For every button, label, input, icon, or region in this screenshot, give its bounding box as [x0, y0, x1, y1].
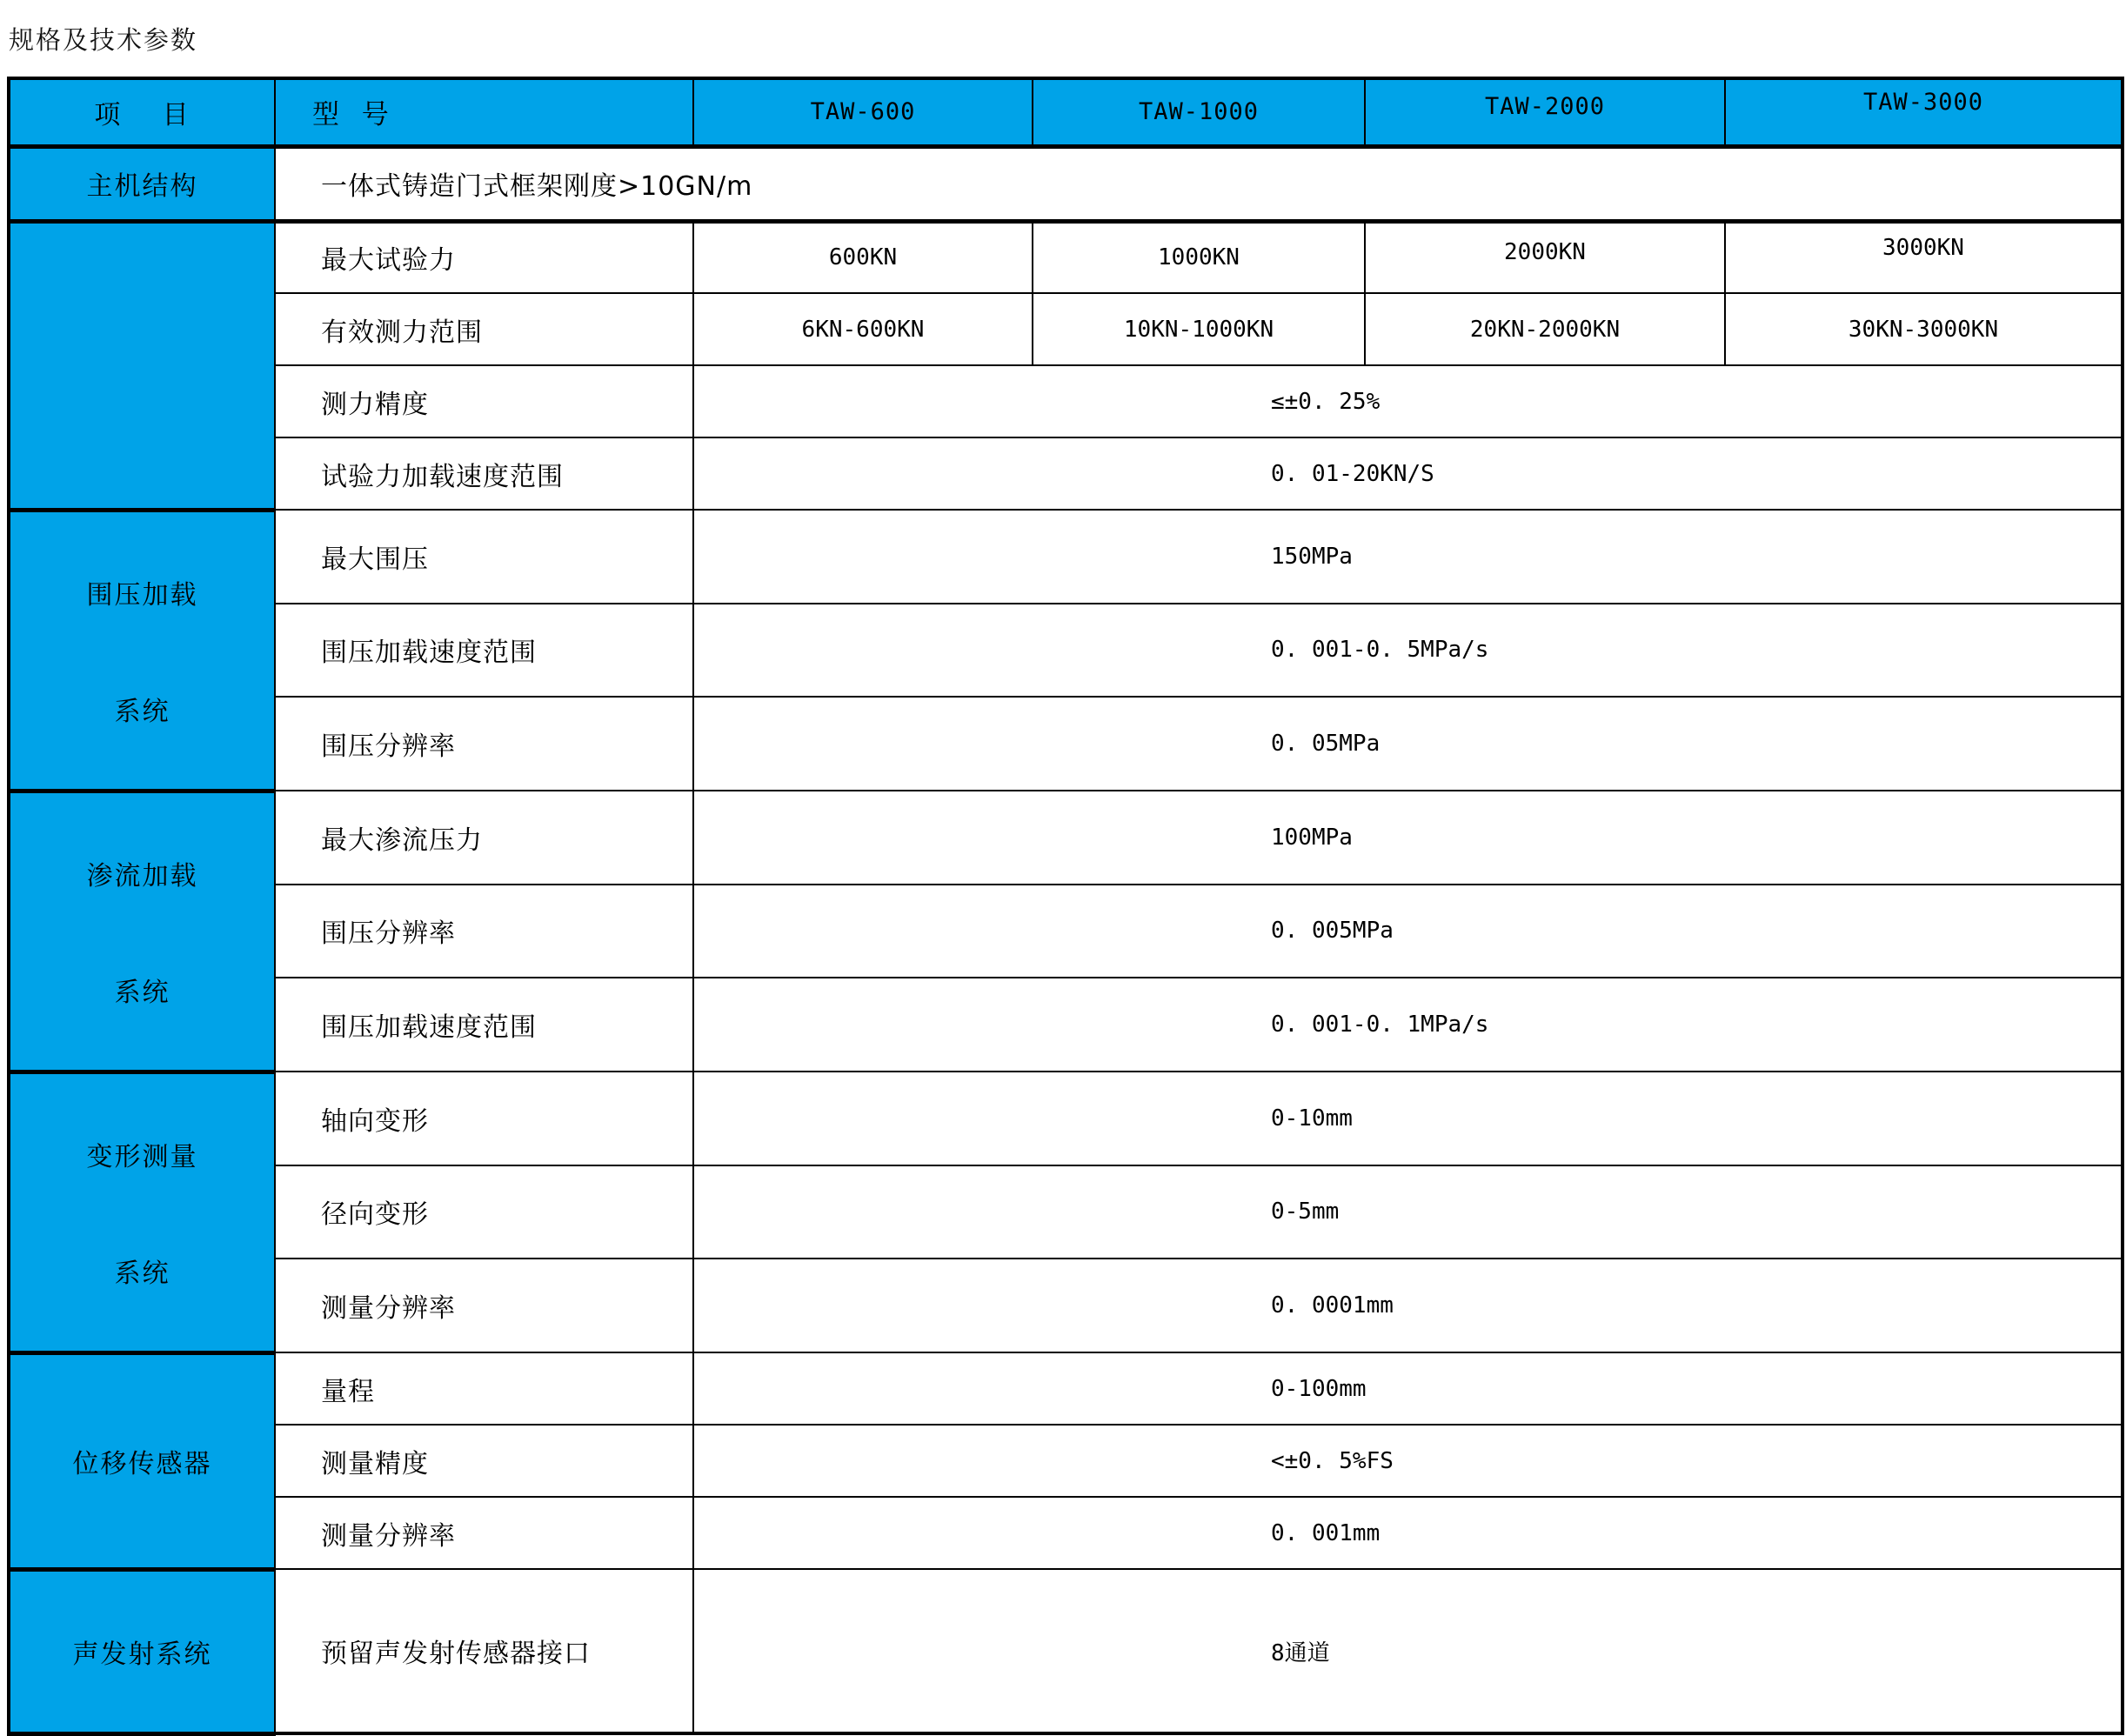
group-cell-displacement-sensor [9, 1352, 275, 1569]
group-label-line: 声发射系统 [72, 1639, 212, 1670]
param-cell-force-accuracy: 测力精度 [275, 365, 693, 437]
param-cell: 测量分辨率 [275, 1497, 693, 1569]
row-force-range [9, 293, 2123, 365]
row-max-test-force [9, 221, 2123, 293]
group-cell-confining-pressure [9, 510, 275, 791]
group-cell-seepage [9, 791, 275, 1072]
value-cell [1725, 221, 2123, 293]
row-group4-0 [9, 1569, 2123, 1733]
group-label-line: 变形测量 [86, 1141, 198, 1172]
main-structure-row [9, 146, 2123, 221]
row-loading-speed [9, 437, 2123, 510]
header-row [9, 78, 2123, 146]
param-cell: 测量精度 [275, 1425, 693, 1497]
spec-table [7, 77, 2124, 1736]
group-label-line: 渗流加载 [86, 860, 198, 891]
value-cell-merged: 0. 01-20KN/S [693, 437, 2123, 510]
row-group3-0 [9, 1352, 2123, 1425]
param-cell: 围压分辨率 [275, 885, 693, 978]
model-label: TAW-1000 [1138, 98, 1260, 126]
param-cell: 径向变形 [275, 1165, 693, 1259]
param-cell: 测量分辨率 [275, 1259, 693, 1352]
row-group1-0 [9, 791, 2123, 885]
value-cell-merged: 100MPa [693, 791, 2123, 885]
param-cell: 围压加载速度范围 [275, 604, 693, 698]
row-force-accuracy [9, 365, 2123, 437]
group-label-line: 系统 [114, 977, 170, 1008]
value-cell-merged: 0. 001-0. 5MPa/s [693, 604, 2123, 698]
header-cell-taw-2000 [1365, 78, 1725, 146]
group-cell-main-structure: 主机结构 [9, 146, 275, 221]
param-cell-loading-speed: 试验力加载速度范围 [275, 437, 693, 510]
value-cell: 10KN-1000KN [1033, 293, 1365, 365]
param-cell: 围压加载速度范围 [275, 978, 693, 1072]
row-group1-1 [9, 885, 2123, 978]
group-cell-acoustic-emission [9, 1569, 275, 1733]
param-cell: 量程 [275, 1352, 693, 1425]
value-cell-merged: 0. 0001mm [693, 1259, 2123, 1352]
row-group2-0 [9, 1072, 2123, 1165]
row-group0-0 [9, 510, 2123, 604]
model-label: TAW-600 [810, 98, 916, 126]
value-cell: 6KN-600KN [693, 293, 1033, 365]
param-cell: 预留声发射传感器接口 [275, 1569, 693, 1733]
row-group2-1 [9, 1165, 2123, 1259]
value-cell-merged: <±0. 5%FS [693, 1425, 2123, 1497]
value-cell-main-structure: 一体式铸造门式框架刚度>10GN/m [275, 146, 2123, 221]
value-cell-merged: 8通道 [693, 1569, 2123, 1733]
group-cell-blank [9, 221, 275, 510]
value-cell-merged: 0. 001-0. 1MPa/s [693, 978, 2123, 1072]
param-cell: 最大渗流压力 [275, 791, 693, 885]
row-group0-1 [9, 604, 2123, 698]
param-cell: 最大围压 [275, 510, 693, 604]
value-cell: 1000KN [1033, 221, 1365, 293]
header-cell-taw-1000 [1033, 78, 1365, 146]
group-label-line: 围压加载 [86, 579, 198, 611]
row-group3-2 [9, 1497, 2123, 1569]
value-cell [1365, 221, 1725, 293]
value-cell: 30KN-3000KN [1725, 293, 2123, 365]
value-cell-merged: 0. 001mm [693, 1497, 2123, 1569]
value-cell-merged: 0-100mm [693, 1352, 2123, 1425]
row-group1-2 [9, 978, 2123, 1072]
value-cell-merged: ≤±0. 25% [693, 365, 2123, 437]
group-label-line: 位移传感器 [72, 1448, 212, 1479]
value-cell-merged: 0. 05MPa [693, 697, 2123, 791]
page-title: 规格及技术参数 [9, 25, 198, 55]
group-cell-deformation [9, 1072, 275, 1352]
header-cell-model: 型 号 [275, 78, 693, 146]
group-label-line: 系统 [114, 696, 170, 727]
param-cell: 轴向变形 [275, 1072, 693, 1165]
row-group2-2 [9, 1259, 2123, 1352]
row-group3-1 [9, 1425, 2123, 1497]
value-cell-merged: 0-5mm [693, 1165, 2123, 1259]
model-label: TAW-2000 [1484, 93, 1606, 121]
value-cell-merged: 0. 005MPa [693, 885, 2123, 978]
param-cell-force-range: 有效测力范围 [275, 293, 693, 365]
value-text: 2000KN [1504, 239, 1586, 266]
value-cell: 20KN-2000KN [1365, 293, 1725, 365]
value-text: 3000KN [1882, 235, 1964, 262]
param-cell-max-test-force: 最大试验力 [275, 221, 693, 293]
header-cell-taw-3000 [1725, 78, 2123, 146]
model-label: TAW-3000 [1862, 89, 1984, 117]
value-cell-merged: 0-10mm [693, 1072, 2123, 1165]
value-cell: 600KN [693, 221, 1033, 293]
param-cell: 围压分辨率 [275, 697, 693, 791]
header-cell-taw-600 [693, 78, 1033, 146]
value-cell-merged: 150MPa [693, 510, 2123, 604]
row-group0-2 [9, 697, 2123, 791]
header-cell-item: 项 目 [9, 78, 275, 146]
group-label-line: 系统 [114, 1258, 170, 1289]
